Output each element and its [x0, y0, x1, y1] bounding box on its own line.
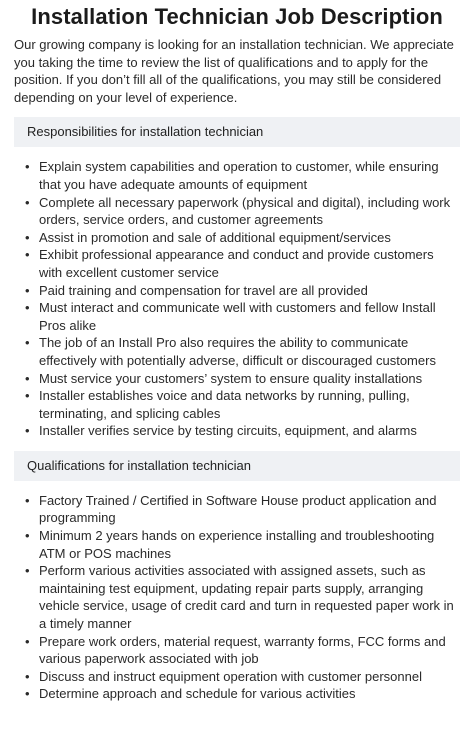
- list-item-text: Installer verifies service by testing circuits, equipment, and alarms: [39, 423, 417, 439]
- list-item: [25, 527, 460, 562]
- bullet-icon: •: [25, 229, 30, 245]
- page-title: Installation Technician Job Description: [31, 4, 443, 29]
- list-item-text: Installer establishes voice and data networks by running, pulling, terminating, and splicing cables: [39, 388, 410, 421]
- bullet-icon: •: [25, 388, 30, 404]
- bullet-icon: •: [25, 300, 30, 316]
- list-item: [25, 334, 460, 369]
- list-item-text: Discuss and instruct equipment operation with customer personnel: [39, 668, 422, 684]
- list-item: [25, 158, 460, 193]
- list-item-text: Minimum 2 years hands on experience installing and troubleshooting ATM or POS machines: [39, 528, 435, 561]
- list-item-text: Determine approach and schedule for various activities: [39, 686, 356, 702]
- intro-paragraph: Our growing company is looking for an installation technician. We appreciate you taking the time to review the list of qualifications and to apply for the position. If you don’t fill all of the qualifications, you may still be considered depending on your level of experience.: [14, 37, 454, 105]
- responsibilities-list: [14, 158, 460, 440]
- list-item-text: Must interact and communicate well with customers and fellow Install Pros alike: [39, 300, 436, 333]
- bullet-icon: •: [25, 194, 30, 210]
- bullet-icon: •: [25, 159, 30, 175]
- bullet-icon: •: [25, 423, 30, 439]
- bullet-icon: •: [25, 633, 30, 649]
- bullet-icon: •: [25, 492, 30, 508]
- list-item: [25, 492, 460, 527]
- bullet-icon: •: [25, 370, 30, 386]
- list-item: [25, 370, 460, 388]
- list-item-text: Perform various activities associated with assigned assets, such as maintaining test equipment, updating repair parts supply, arranging vehicle service, usage of credit card and turn in requested paper work in a timely manner: [39, 563, 454, 632]
- list-item-text: Complete all necessary paperwork (physical and digital), including work orders, service orders, and customer agreements: [39, 194, 451, 228]
- list-item: [25, 299, 460, 334]
- list-item-text: Factory Trained / Certified in Software House product application and programming: [39, 492, 437, 526]
- list-item-text: Explain system capabilities and operation to customer, while ensuring that you have adequate amounts of equipment: [39, 159, 439, 192]
- list-item: [25, 422, 460, 440]
- list-item: [25, 668, 460, 686]
- list-item-text: Exhibit professional appearance and conduct and provide customers with excellent customer service: [39, 247, 434, 280]
- list-item-text: The job of an Install Pro also requires the ability to communicate effectively with potentially adverse, difficult or discouraged customers: [39, 335, 436, 368]
- qualifications-list: [14, 492, 460, 703]
- list-item-text: Assist in promotion and sale of additional equipment/services: [39, 229, 391, 245]
- list-item: [25, 685, 460, 703]
- list-item-text: Prepare work orders, material request, warranty forms, FCC forms and various paperwork associated with job: [39, 633, 446, 667]
- list-item-text: Paid training and compensation for travel are all provided: [39, 282, 368, 298]
- bullet-icon: •: [25, 668, 30, 684]
- bullet-icon: •: [25, 247, 30, 263]
- list-item: [25, 282, 460, 300]
- list-item: [25, 633, 460, 668]
- list-item: [25, 562, 460, 632]
- bullet-icon: •: [25, 686, 30, 702]
- list-item: [25, 246, 460, 281]
- bullet-icon: •: [25, 335, 30, 351]
- bullet-icon: •: [25, 563, 30, 579]
- list-item: [25, 229, 460, 247]
- bullet-icon: •: [25, 528, 30, 544]
- list-item: [25, 194, 460, 229]
- qualifications-header: Qualifications for installation technician: [14, 451, 460, 481]
- list-item-text: Must service your customers’ system to ensure quality installations: [39, 370, 423, 386]
- bullet-icon: •: [25, 282, 30, 298]
- list-item: [25, 387, 460, 422]
- responsibilities-header: Responsibilities for installation technician: [14, 117, 460, 147]
